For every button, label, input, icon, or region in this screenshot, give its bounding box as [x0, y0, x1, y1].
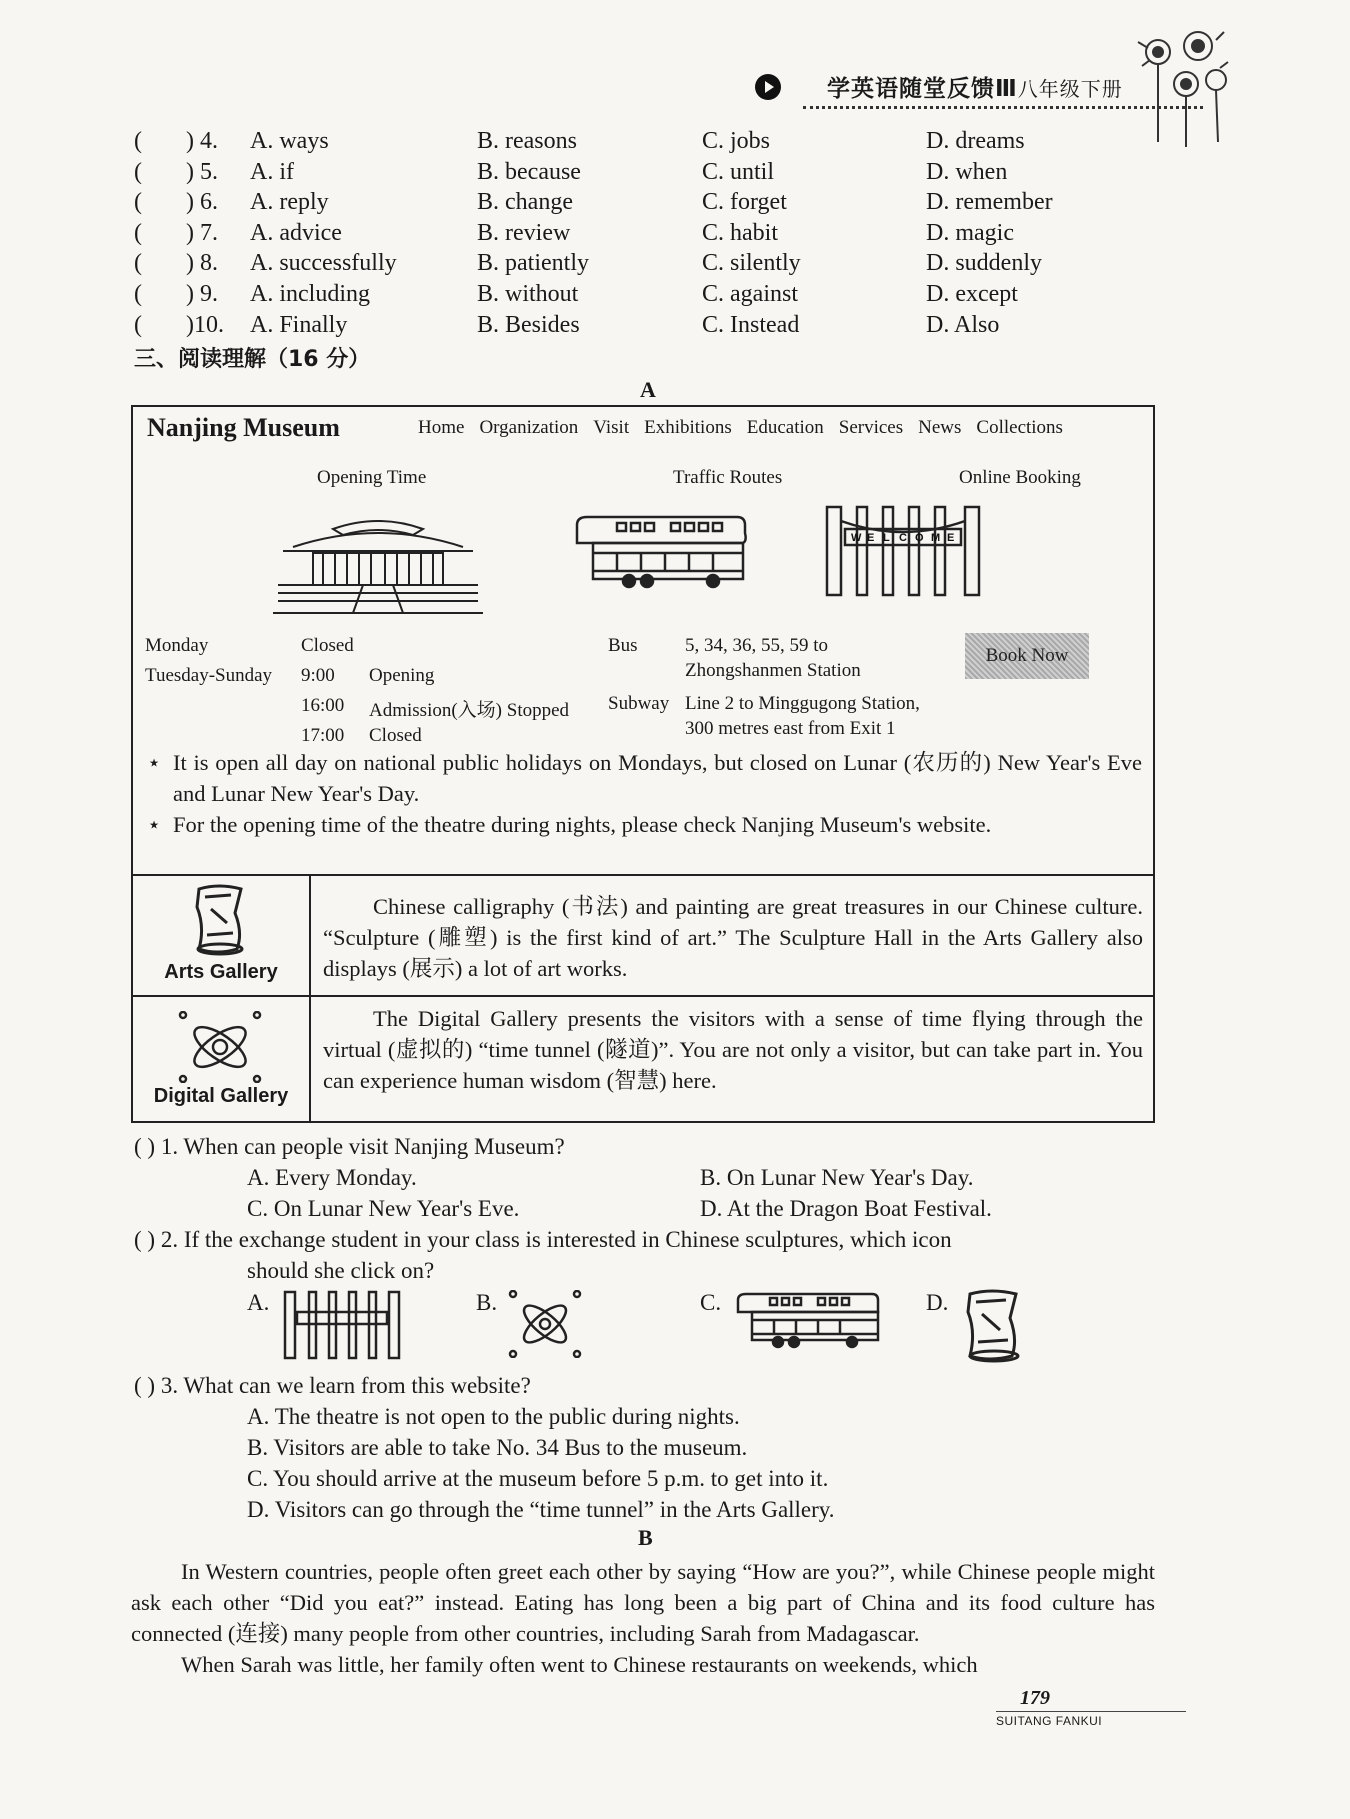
star-icon: ⋆: [147, 812, 162, 837]
question-2: ( ) 2. If the exchange student in your class is interested in Chinese sculptures, which icon: [134, 1227, 952, 1252]
bus-label: Bus: [608, 635, 638, 656]
welcome-letter: E: [947, 532, 955, 544]
digital-gallery-label[interactable]: Digital Gallery: [153, 1085, 289, 1107]
star-icon: ⋆: [147, 750, 162, 775]
q2-option-b[interactable]: B.: [476, 1290, 498, 1315]
option-row: ( )10. A. Finally B. Besides C. Instead D. Also: [134, 311, 1000, 338]
page-number: 179: [1020, 1687, 1050, 1709]
book-title: 学英语随堂反馈Ⅲ八年级下册: [827, 76, 1123, 102]
scroll-icon[interactable]: [962, 1288, 1026, 1364]
q3-option-d[interactable]: D. Visitors can go through the “time tunnel” in the Arts Gallery.: [247, 1497, 835, 1522]
welcome-letter: W: [851, 532, 862, 544]
welcome-letter: O: [915, 532, 924, 544]
q1-option-b[interactable]: B. On Lunar New Year's Day.: [700, 1165, 974, 1190]
atom-icon[interactable]: [508, 1290, 582, 1358]
hours-time: 17:00: [301, 725, 345, 746]
welcome-letter: E: [867, 532, 875, 544]
digital-gallery-text: The Digital Gallery presents the visitors with a sense of time flying through the virtual (虚拟的) “time tunnel (隧道)”. You are not only a visitor, but can take part in. You can experience human wisdom (智慧) here.: [323, 1006, 1143, 1093]
question-3: ( ) 3. What can we learn from this website?: [134, 1373, 531, 1398]
note-theatre: ⋆ For the opening time of the theatre during nights, please check Nanjing Museum's website.: [147, 809, 1142, 840]
bus-icon[interactable]: [730, 1292, 880, 1354]
welcome-gate-icon[interactable]: [823, 503, 983, 599]
hours-monday: Monday: [145, 635, 209, 656]
option-row: ( ) 4. A. ways B. reasons C. jobs D. dreams: [134, 128, 1025, 154]
section-title: 三、阅读理解（16 分）: [134, 347, 371, 372]
question-1: ( ) 1. When can people visit Nanjing Museum?: [134, 1134, 565, 1159]
subway-exit: 300 metres east from Exit 1: [685, 718, 896, 739]
q3-option-b[interactable]: B. Visitors are able to take No. 34 Bus to the museum.: [247, 1435, 748, 1460]
cloze-options: [134, 126, 1134, 340]
museum-webpage: [131, 405, 1155, 1123]
welcome-letter: C: [899, 532, 907, 544]
note-holidays: ⋆ It is open all day on national public holidays on Mondays, but closed on Lunar (农历的) New Year's Eve and Lunar New Year's Day.: [147, 747, 1142, 809]
footer-brand: SUITANG FANKUI: [996, 1714, 1103, 1728]
hours-status: Admission(入场) Stopped: [369, 700, 570, 721]
passage-b-paragraph: In Western countries, people often greet each other by saying “How are you?”, while Chinese people might ask each other “Did you eat?” instead. Eating has long been a big part of China and its food culture has connected (连接) many people from other countries, including Sarah from Madagascar.: [131, 1559, 1155, 1646]
hours-monday-status: Closed: [301, 635, 354, 656]
online-booking-heading: Online Booking: [959, 467, 1081, 488]
play-icon: [755, 74, 781, 100]
divider: [133, 874, 1153, 876]
atom-icon[interactable]: [177, 1011, 263, 1083]
option-row: ( ) 9. A. including B. without C. against D. except: [134, 280, 1018, 307]
museum-building-icon[interactable]: [273, 515, 483, 619]
option-row: ( ) 5. A. if B. because C. until D. when: [134, 158, 1008, 185]
part-a-label: A: [640, 377, 656, 402]
q3-option-a[interactable]: A. The theatre is not open to the public during nights.: [247, 1404, 740, 1429]
hours-time: 16:00: [301, 695, 345, 716]
flower-decoration-icon: [1128, 22, 1238, 152]
column-divider: [309, 874, 311, 1123]
nav-visit[interactable]: Visit: [593, 417, 630, 438]
q2-option-d[interactable]: D.: [926, 1290, 949, 1315]
nav-education[interactable]: Education: [746, 417, 824, 438]
nav-home[interactable]: Home: [418, 417, 465, 438]
nav-exhibitions[interactable]: Exhibitions: [644, 417, 732, 438]
museum-name: Nanjing Museum: [147, 413, 340, 442]
nav-collections[interactable]: Collections: [976, 417, 1063, 438]
q1-option-c[interactable]: C. On Lunar New Year's Eve.: [247, 1196, 520, 1221]
scroll-icon[interactable]: [191, 883, 249, 957]
subway-line: Line 2 to Minggugong Station,: [685, 693, 920, 714]
book-now-button[interactable]: Book Now: [965, 633, 1089, 679]
q1-option-d[interactable]: D. At the Dragon Boat Festival.: [700, 1196, 992, 1221]
nav-news[interactable]: News: [918, 417, 962, 438]
q2-option-c[interactable]: C.: [700, 1290, 722, 1315]
arts-gallery-text: Chinese calligraphy (书法) and painting are great treasures in our Chinese culture. “Sculpture (雕塑) is the first kind of art.” The Sculpture Hall in the Arts Gallery also displays (展示) a lot of art works.: [323, 894, 1143, 981]
hours-status: Closed: [369, 725, 422, 746]
opening-time-heading: Opening Time: [317, 467, 427, 488]
bus-station: Zhongshanmen Station: [685, 660, 861, 681]
bus-routes: 5, 34, 36, 55, 59 to: [685, 635, 829, 656]
hours-tue-sun: Tuesday-Sunday: [145, 665, 273, 686]
hours-status: Opening: [369, 665, 435, 686]
subway-label: Subway: [608, 693, 670, 714]
option-row: ( ) 6. A. reply B. change C. forget D. remember: [134, 189, 1053, 216]
traffic-routes-heading: Traffic Routes: [673, 467, 783, 488]
q1-option-a[interactable]: A. Every Monday.: [247, 1165, 417, 1190]
welcome-gate-icon[interactable]: [283, 1290, 401, 1360]
passage-b-paragraph: When Sarah was little, her family often went to Chinese restaurants on weekends, which: [181, 1652, 978, 1677]
part-b-label: B: [638, 1525, 653, 1550]
welcome-letter: L: [883, 532, 890, 544]
option-row: ( ) 7. A. advice B. review C. habit D. magic: [134, 219, 1014, 246]
nav-organization[interactable]: Organization: [479, 417, 579, 438]
bus-icon[interactable]: [567, 515, 747, 595]
hours-time: 9:00: [301, 665, 335, 686]
question-2-cont: should she click on?: [247, 1258, 435, 1283]
divider: [133, 995, 1153, 997]
welcome-letter: M: [931, 532, 941, 544]
q3-option-c[interactable]: C. You should arrive at the museum before 5 p.m. to get into it.: [247, 1466, 829, 1491]
q2-option-a[interactable]: A.: [247, 1290, 270, 1315]
nav-services[interactable]: Services: [838, 417, 904, 438]
museum-nav: [418, 417, 1078, 439]
arts-gallery-label[interactable]: Arts Gallery: [164, 961, 278, 983]
option-row: ( ) 8. A. successfully B. patiently C. silently D. suddenly: [134, 250, 1042, 277]
